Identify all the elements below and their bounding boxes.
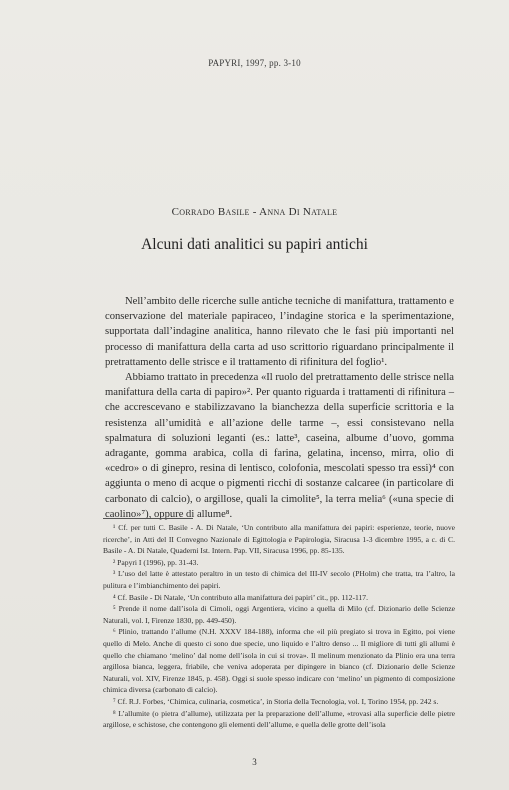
footnote-8: ⁸ L’allumite (o pietra d’allume), utilizzata per la preparazione dell’allume, «trovasi alla superficie delle pietre argillose, e schistose, che contengono gli elementi dell’allume, e quella delle grotte dell’isola	[103, 708, 455, 730]
page-number: 3	[252, 757, 257, 767]
running-header: PAPYRI, 1997, pp. 3-10	[208, 58, 301, 68]
body-paragraph-2: Abbiamo trattato in precedenza «Il ruolo del pretrattamento delle strisce nella manifattura della carta di papiro»². Per quanto riguarda i trattamenti di rifinitura – che accrescevano e stabilizzavano la bianchezza della superficie scrittoria e la resistenza all’umidità e all’azione delle tarme –, essi consistevano nella spalmatura di soluzioni leganti (es.: latte³, caseina, albume d’uovo, gomma adragante, gomma arabica, colla di farina, gelatina, incenso, mirra, olio di «cedro» o di ginepro, resina di lentisco, colofonia, mescolati spesso tra essi)⁴ con aggiunta o meno di acque o pigmenti ricchi di sostanze calcaree (in particolare di carbonato di calcio), o argillose, quali la cimolite⁵, la terra melia⁶ («una specie di caolino»⁷), oppure di allume⁸.	[105, 372, 454, 520]
footnote-6: ⁶ Plinio, trattando l’allume (N.H. XXXV 184-188), informa che «il più pregiato si trova in Egitto, poi viene quello di Melo. Anche di questo ci sono due specie, uno liquido e l’altro denso ... Il migliore di tutti gli allumi è quello che chiamano ‘melino’ dal nome dell’isola in cui si trova». Il melinum menzionato da Plinio era una terra argillosa bianca, leggera, friabile, che veniva adoperata per dipingere in bianco (cf. Dizionario delle Scienze Naturali, vol. XIV, Firenze 1845, p. 458). Oggi si suole spesso indicare con ‘melino’ un pigmento di composizione chimica diversa (carbonato di calcio).	[103, 627, 455, 695]
article-authors: Corrado Basile - Anna Di Natale	[171, 206, 338, 218]
footnote-7: ⁷ Cf. R.J. Forbes, ‘Chimica, culinaria, cosmetica’, in Storia della Tecnologia, vol. I, Torino 1954, pp. 242 s.	[113, 696, 439, 706]
footnote-4: ⁴ Cf. Basile - Di Natale, ‘Un contributo alla manifattura dei papiri’ cit., pp. 112-117.	[113, 592, 368, 602]
footnotes	[103, 522, 455, 731]
footnote-5: ⁵ Prende il nome dall’isola di Cimoli, oggi Argentiera, vicino a quella di Milo (cf. Dizionario delle Scienze Naturali, vol. I, Firenze 1830, pp. 449-450).	[103, 604, 455, 625]
article-title: Alcuni dati analitici su papiri antichi	[141, 236, 368, 253]
footnote-separator	[103, 518, 193, 519]
footnote-3: ³ L’uso del latte è attestato peraltro in un testo di chimica del III-IV secolo (PHolm) che tratta, tra l’altro, la pulitura e l’imbianchimento dei papiri.	[103, 569, 455, 590]
body-paragraph-1: Nell’ambito delle ricerche sulle antiche tecniche di manifattura, trattamento e conservazione del materiale papiraceo, l’indagine storica e la sperimentazione, supportata dall’indagine analitica, hanno rilevato che le fasi più importanti nel processo di manifattura della carta ad uso scrittorio riguardano principalmente il pretrattamento delle strisce e il trattamento di rifinitura del foglio¹.	[105, 296, 454, 368]
footnote-2: ² Papyri I (1996), pp. 31-43.	[113, 557, 199, 567]
article-body	[105, 294, 454, 522]
footnote-1: ¹ Cf. per tutti C. Basile - A. Di Natale, ‘Un contributo alla manifattura dei papiri: esperienze, teorie, nuove ricerche’, in Atti del II Convegno Nazionale di Egittologia e Papirologia, Siracusa 1-3 dicembre 1995, a c. di C. Basile - A. Di Natale, Quaderni Ist. Intern. Pap. VII, Siracusa 1996, pp. 85-135.	[103, 523, 455, 556]
